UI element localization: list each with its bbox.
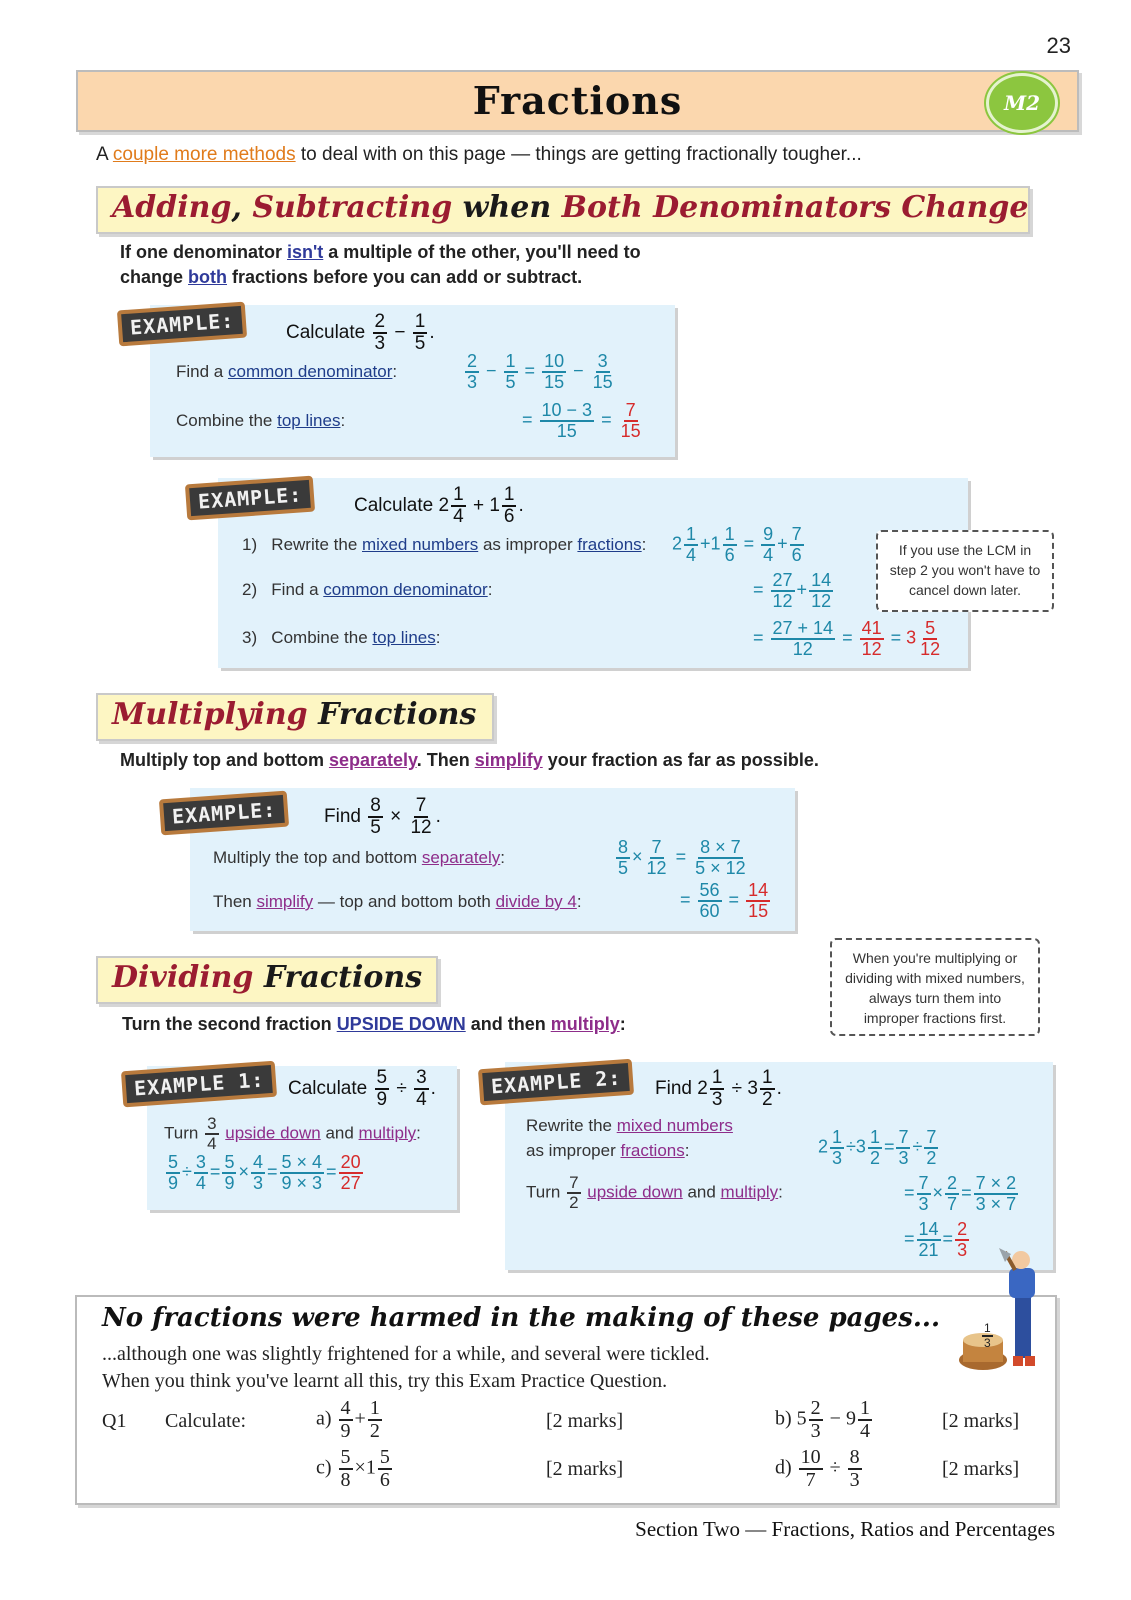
question-part-b: b) 5 $\frac{2}{3}$ − 9 $\frac{1}{4}$ — [775, 1397, 870, 1442]
link-top-lines[interactable]: top lines — [277, 411, 341, 430]
lcm-tip-note: If you use the LCM in step 2 you won't have to cancel down later. — [876, 530, 1054, 612]
footer-section-title: Section Two — Fractions, Ratios and Percentages — [635, 1517, 1055, 1541]
marks-d: [2 marks] — [942, 1458, 1020, 1480]
marks-a: [2 marks] — [546, 1410, 624, 1432]
example2-question: Calculate 2 $\frac{1}{4}$ + 1 $\frac{1}{6}$ . — [354, 484, 524, 527]
multiply-step2: Then simplify — top and bottom both divide by 4: — [213, 892, 582, 911]
heading-adding-subtracting: Adding, Subtracting when Both Denominators Change — [96, 186, 1030, 234]
divide-example2-step2: Turn $\frac{7}{2}$ upside down and multiply: — [526, 1173, 783, 1212]
link-fractions[interactable]: fractions — [577, 535, 642, 554]
link-upside-down[interactable]: UPSIDE DOWN — [336, 1014, 466, 1034]
divide-example1-question: Calculate $\frac{5}{9}$ ÷ $\frac{3}{4}$ . — [288, 1067, 436, 1110]
intro-text: A couple more methods to deal with on this page — things are getting fractionally tougher... — [96, 144, 862, 165]
link-separately[interactable]: separately — [421, 848, 501, 867]
divide-example1-step: Turn $\frac{3}{4}$ upside down and multiply: — [164, 1114, 421, 1153]
example1-step2: Combine the top lines: — [176, 411, 346, 430]
link-common-denominator[interactable]: common denominator — [323, 580, 488, 599]
example-label: EXAMPLE: — [117, 302, 248, 347]
question-part-c: c) $\frac{5}{8}$ ×1 $\frac{5}{6}$ — [316, 1446, 390, 1491]
example-label: EXAMPLE 2: — [478, 1059, 635, 1106]
stump-fraction: $\frac{1}{3}$ — [984, 1321, 991, 1350]
link-separately[interactable]: separately — [328, 750, 417, 770]
link-both[interactable]: both — [188, 267, 228, 287]
page-number: 23 — [1046, 33, 1071, 58]
practice-title: No fractions were harmed in the making of these pages... — [102, 1303, 941, 1333]
divide-example2-working-3: = $\frac{14}{21}$ = $\frac{2}{3}$ — [904, 1219, 968, 1260]
link-divide-by-4[interactable]: divide by 4 — [495, 892, 577, 911]
multiply-working-1: $\frac{8}{5}$ × $\frac{7}{12}$ = $\frac{8 \times 7}{5 \times 12}$ — [618, 837, 746, 878]
example1-working-1: $\frac{2}{3}$ − $\frac{1}{5}$ = $\frac{10}{15}$ − $\frac{3}{15}$ — [467, 351, 613, 392]
example-label: EXAMPLE 1: — [121, 1061, 278, 1108]
link-simplify[interactable]: simplify — [474, 750, 543, 770]
example1-step1: Find a common denominator: — [176, 362, 398, 381]
section1-explanation: If one denominator isn't a multiple of the other, you'll need to change both fractions before you can add or subtract. — [120, 242, 641, 287]
link-fractions[interactable]: fractions — [620, 1141, 685, 1160]
example1-working-2: = $\frac{10 - 3}{15}$ = $\frac{7}{15}$ — [522, 400, 641, 441]
marks-b: [2 marks] — [942, 1410, 1020, 1432]
link-top-lines[interactable]: top lines — [372, 628, 436, 647]
page-title: Fractions — [472, 78, 683, 123]
link-multiply[interactable]: multiply — [720, 1182, 779, 1202]
divide-example1-working: $\frac{5}{9}$ ÷ $\frac{3}{4}$ = $\frac{5}{9}$ × $\frac{4}{3}$ = $\frac{5 \times 4}{9 \times 3}$ = $\frac{20}{27}$ — [168, 1152, 361, 1193]
link-multiply[interactable]: multiply — [550, 1014, 620, 1034]
link-upside-down[interactable]: upside down — [587, 1182, 683, 1202]
heading-multiplying-fractions: Multiplying Fractions — [96, 693, 494, 741]
question-part-d: d) $\frac{10}{7}$ ÷ $\frac{8}{3}$ — [775, 1446, 860, 1491]
mixed-numbers-tip-note: When you're multiplying or dividing with mixed numbers, always turn them into improper fractions first. — [830, 938, 1040, 1036]
example2-working-2: = $\frac{27}{12}$ + $\frac{14}{12}$ — [753, 570, 832, 611]
question-text: Calculate: — [165, 1410, 247, 1432]
lumberjack-illustration — [955, 1248, 1055, 1378]
multiply-working-2: = $\frac{56}{60}$ = $\frac{14}{15}$ — [680, 880, 769, 921]
practice-line-1: ...although one was slightly frightened for a while, and several were tickled. — [102, 1343, 710, 1365]
example2-step1: 1) Rewrite the mixed numbers as improper fractions: — [242, 535, 647, 554]
divide-example2-working-1: 2 $\frac{1}{3}$ ÷3 $\frac{1}{2}$ = $\frac{7}{3}$ ÷ $\frac{7}{2}$ — [818, 1127, 937, 1168]
link-upside-down[interactable]: upside down — [225, 1123, 321, 1143]
divide-example2-step1: Rewrite the mixed numbers as improper fractions: — [526, 1116, 733, 1160]
example-label: EXAMPLE: — [185, 476, 316, 521]
example2-working-3: = $\frac{27 + 14}{12}$ = $\frac{41}{12}$ = 3 $\frac{5}{12}$ — [753, 618, 941, 659]
question-label: Q1 — [102, 1410, 127, 1432]
link-multiply[interactable]: multiply — [358, 1123, 417, 1143]
practice-line-2: When you think you've learnt all this, try this Exam Practice Question. — [102, 1370, 668, 1392]
heading-dividing-fractions: Dividing Fractions — [96, 956, 438, 1004]
multiply-example-question: Find $\frac{8}{5}$ × $\frac{7}{12}$ . — [324, 795, 441, 838]
divide-example2-question: Find 2 $\frac{1}{3}$ ÷ 3 $\frac{1}{2}$ . — [655, 1067, 782, 1110]
section2-explanation: Multiply top and bottom separately. Then simplify your fraction as far as possible. — [120, 750, 819, 770]
marks-c: [2 marks] — [546, 1458, 624, 1480]
link-isnt[interactable]: isn't — [287, 242, 324, 262]
link-simplify[interactable]: simplify — [256, 892, 314, 911]
intro-link[interactable]: couple more methods — [112, 144, 296, 165]
title-banner — [76, 70, 1079, 132]
divide-example2-working-2: = $\frac{7}{3}$ × $\frac{2}{7}$ = $\frac{7 \times 2}{3 \times 7}$ — [904, 1173, 1017, 1214]
example1-question: Calculate $\frac{2}{3}$ − $\frac{1}{5}$ . — [286, 311, 435, 354]
question-part-a: a) $\frac{4}{9}$ + $\frac{1}{2}$ — [316, 1397, 380, 1442]
link-mixed-numbers[interactable]: mixed numbers — [362, 535, 479, 554]
example-label: EXAMPLE: — [159, 791, 290, 836]
link-mixed-numbers[interactable]: mixed numbers — [616, 1116, 733, 1135]
link-common-denominator[interactable]: common denominator — [227, 362, 393, 381]
example2-step3: 3) Combine the top lines: — [242, 628, 441, 647]
section3-explanation: Turn the second fraction UPSIDE DOWN and then multiply: — [122, 1014, 626, 1034]
module-badge: M2 — [986, 73, 1058, 133]
multiply-step1: Multiply the top and bottom separately: — [213, 848, 506, 867]
example2-working-1: 2 $\frac{1}{4}$ +1 $\frac{1}{6}$ = $\frac{9}{4}$ + $\frac{7}{6}$ — [672, 524, 802, 565]
example2-step2: 2) Find a common denominator: — [242, 580, 493, 599]
